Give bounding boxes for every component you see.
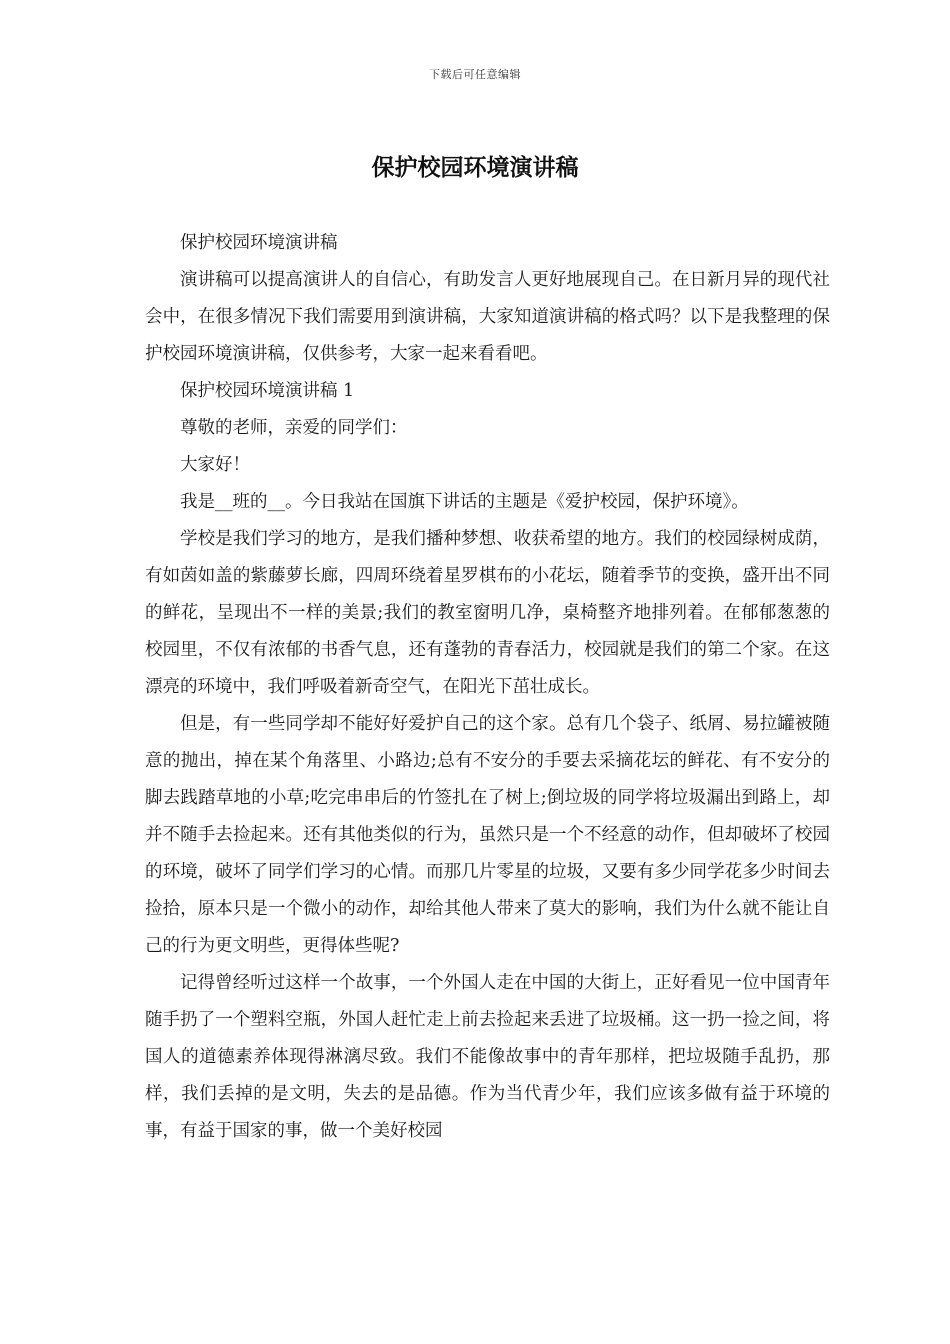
paragraph-greeting: 大家好！ [180,455,250,475]
paragraph-self-intro: 我是__班的__。今日我站在国旗下讲话的主题是《爱护校园，保护环境》。 [180,492,749,512]
paragraph-school-description: 学校是我们学习的地方，是我们播种梦想、收获希望的地方。我们的校园绿树成荫，有如茵如盖的紫藤萝长廊，四周环绕着星罗棋布的小花坛，随着季节的变换，盛开出不同的鲜花，呈现出不一样的美景;我们的教室窗明几净，桌椅整齐地排列着。在郁郁葱葱的校园里，不仅有浓郁的书香气息，还有蓬勃的青春活力，校园就是我们的第二个家。在这漂亮的环境中，我们呼吸着新奇空气，在阳光下茁壮成长。 [145,529,830,697]
paragraph-subtitle: 保护校园环境演讲稿 [180,233,338,253]
document-body [145,225,830,1150]
header-note: 下载后可任意编辑 [429,68,521,81]
paragraph-section-heading: 保护校园环境演讲稿 1 [180,381,355,401]
document-title: 保护校园环境演讲稿 [371,154,579,181]
paragraph-problems: 但是，有一些同学却不能好好爱护自己的这个家。总有几个袋子、纸屑、易拉罐被随意的抛出，掉在某个角落里、小路边;总有不安分的手要去采摘花坛的鲜花、有不安分的脚去践踏草地的小草;吃完串串后的竹签扎在了树上;倒垃圾的同学将垃圾漏出到路上，却并不随手去捡起来。还有其他类似的行为，虽然只是一个不经意的动作，但却破坏了校园的环境，破坏了同学们学习的心情。而那几片零星的垃圾，又要有多少同学花多少时间去捡拾，原本只是一个微小的动作，却给其他人带来了莫大的影响，我们为什么就不能让自己的行为更文明些，更得体些呢? [145,714,830,956]
paragraph-intro: 演讲稿可以提高演讲人的自信心，有助发言人更好地展现自己。在日新月异的现代社会中，在很多情况下我们需要用到演讲稿，大家知道演讲稿的格式吗？以下是我整理的保护校园环境演讲稿，仅供参考，大家一起来看看吧。 [145,270,830,364]
paragraph-story: 记得曾经听过这样一个故事，一个外国人走在中国的大街上，正好看见一位中国青年随手扔了一个塑料空瓶，外国人赶忙走上前去捡起来丢进了垃圾桶。这一扔一捡之间，将国人的道德素养体现得淋漓尽致。我们不能像故事中的青年那样，把垃圾随手乱扔，那样，我们丢掉的是文明，失去的是品德。作为当代青少年，我们应该多做有益于环境的事，有益于国家的事，做一个美好校园 [145,973,830,1141]
paragraph-salutation: 尊敬的老师，亲爱的同学们： [180,418,408,438]
